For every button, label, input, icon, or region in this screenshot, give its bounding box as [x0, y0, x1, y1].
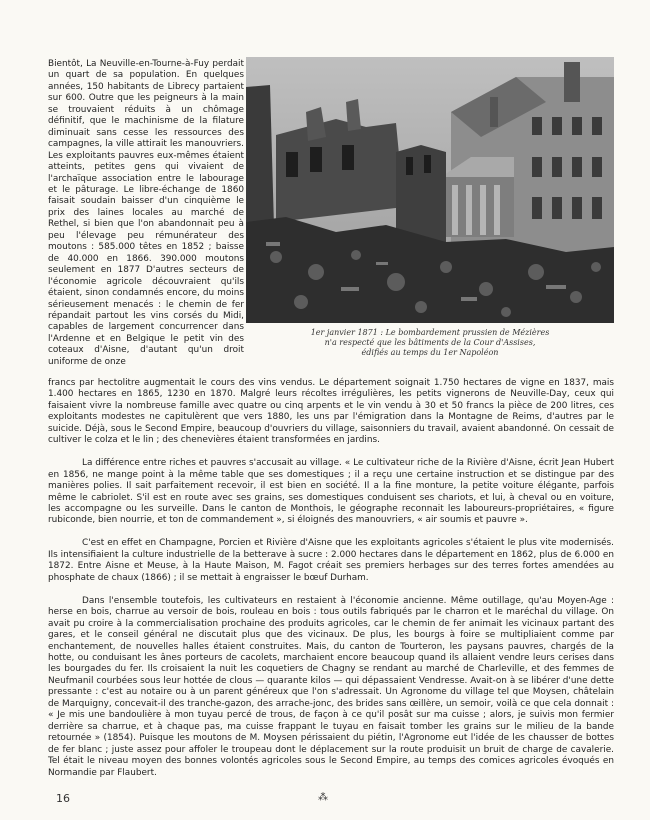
left-column-text	[48, 59, 244, 368]
photo-caption	[246, 328, 614, 359]
ruins-photo-image	[246, 57, 614, 323]
caption-line: n'a respecté que les bâtiments de la Cour d'Assises,	[324, 338, 536, 348]
section-ornament: ⁂	[318, 792, 328, 803]
page-number: 16	[56, 792, 70, 805]
left-column-paragraph: Bientôt, La Neuville-en-Tourne-à-Fuy perdait un quart de sa population. En quelques années, 150 habitants de Librecy partaient sur 600. Outre que les peigneurs à la main se trouvaient réduits à un chômage définitif, que le machinisme de la filature diminuait sans cesse les ressources des campagnes, la ville attirait les manouvriers. Les exploitants pauvres eux-mêmes étaient atteints, petites gens qui vivaient de l'archaïque association entre le labourage et le pâturage. Le libre-échange de 1860 faisait soudain baisser d'un cinquième le prix des laines locales au marché de Rethel, si bien que l'on abandonnait peu à peu l'élevage peu rémunérateur des moutons : 585.000 têtes en 1852 ; baisse de 40.000 en 1866. 390.000 moutons seulement en 1877 D'autres secteurs de l'économie agricole découvraient qu'ils étaient, sinon condamnés encore, du moins sérieusement menacés : le chemin de fer répandait partout les vins corsés du Midi, capables de largement concurrencer dans l'Ardenne et en Belgique le petit vin des coteaux d'Aisne, d'autant qu'un droit uniforme de onze	[48, 59, 244, 367]
main-body-text	[48, 378, 614, 791]
body-paragraph: La différence entre riches et pauvres s'accusait au village. « Le cultivateur riche de la Rivière d'Aisne, écrit Jean Hubert en 1856, ne mange point à la même table que ses domestiques ; il a reçu une certaine instruction et se distingue par des manières polies. Il sait parfaitement recevoir, il est bien en société. Il a la fine monture, la petite voiture élégante, parfois même le cabriolet. S'il est en route avec ses grains, ses domestiques conduisent ses chariots, et lui, à cheval ou en voiture, les accompagne ou les surveille. Dans le canton de Monthois, le géographe reconnait les laboureurs-propriétaires, « figure rubiconde, bien nourrie, et ton de commandement », si éloignés des manouvriers, « air soumis et pauvre ».	[48, 458, 614, 526]
photo-mezieres-ruins	[246, 57, 614, 323]
caption-line: 1er janvier 1871 : Le bombardement prussien de Mézières	[310, 328, 550, 337]
caption-line: édifiés au temps du 1er Napoléon	[361, 348, 499, 358]
body-paragraph: Dans l'ensemble toutefois, les cultivateurs en restaient à l'économie ancienne. Même outillage, qu'au Moyen-Age : herse en bois, charrue au versoir de bois, rouleau en bois : tous outils fabriqués par le charron et le maréchal du village. On avait pu croire à la commercialisation prochaine des produits agricoles, car le chemin de fer animait les vicinaux partant des gares, et le conseil général ne discutait plus que des vicinaux. De plus, les bourgs à foire se multipliaient comme par enchantement, de nouvelles halles étaient construites. Mais, du canton de Tourteron, les paysans pauvres, chargés de la hotte, ou conduisant les ânes porteurs de cacolets, marchaient encore beaucoup quand ils allaient vendre leurs cerises dans les bourgades du fer. Ils croisaient la nuit les coquetiers de Chagny se rendant au marché de Charleville, et des femmes de Neufmanil courbées sous leur hottée de clous — quarante kilos — qui dépassaient Vendresse. Avait-on à se libérer d'une dette pressante : c'est au notaire ou à un parent généreux que l'on s'adressait. Un Agronome du village tel que Moysen, châtelain de Marquigny, concevait-il des tranche-gazon, des arrache-jonc, des brides sans œillère, un semoir, voilà ce que cela donnait : « Je mis une bandoulière à mon tuyau percé de trous, de façon à ce qu'il posât sur ma cuisse ; alors, je suivis mon fermier derrière sa charrue, et à chaque pas, ma cuisse frappant le tuyau en faisait tomber les grains sur le milieu de la bande retournée » (1854). Puisque les moutons de M. Moysen périssaient du piétin, l'Agronome eut l'idée de les chausser de bottes de fer blanc ; juste assez pour affoler le troupeau dont le déplacement sur la route produisit un bruit de charge de cavalerie. Tel était le niveau moyen des bonnes volontés agricoles sous le Second Empire, au temps des comices agricoles évoqués en Normandie par Flaubert.	[48, 595, 614, 778]
body-paragraph: C'est en effet en Champagne, Porcien et Rivière d'Aisne que les exploitants agricoles s'étaient le plus vite modernisés. Ils intensifiaient la culture industrielle de la betterave à sucre : 2.000 hectares dans le département en 1862, plus de 6.000 en 1872. Entre Aisne et Meuse, à la Haute Maison, M. Fagot créait ses premiers herbages sur des terres fortes amendées au phosphate de chaux (1866) ; il se mettait à engraisser le bœuf Durham.	[48, 538, 614, 583]
body-paragraph: francs par hectolitre augmentait le cours des vins vendus. Le département soignait 1.750 hectares de vigne en 1837, mais 1.400 hectares en 1865, 1230 en 1870. Malgré leurs récoltes irrégulières, les petits vignerons de Neuville-Day, ceux qui faisaient vivre la nombreuse famille avec quatre ou cinq arpents et le vin vendu à 30 et 50 francs la pièce de 200 litres, ces exploitants modestes ne capitulèrent que vers 1880, les uns par l'émigration dans la Montagne de Reims, d'autres par le suicide. Déjà, sous le Second Empire, beaucoup d'ouvriers du village, saisonniers du travail, avaient abandonné. On cessait de cultiver le colza et le lin ; des chenevières étaient transformées en jardins.	[48, 378, 614, 446]
